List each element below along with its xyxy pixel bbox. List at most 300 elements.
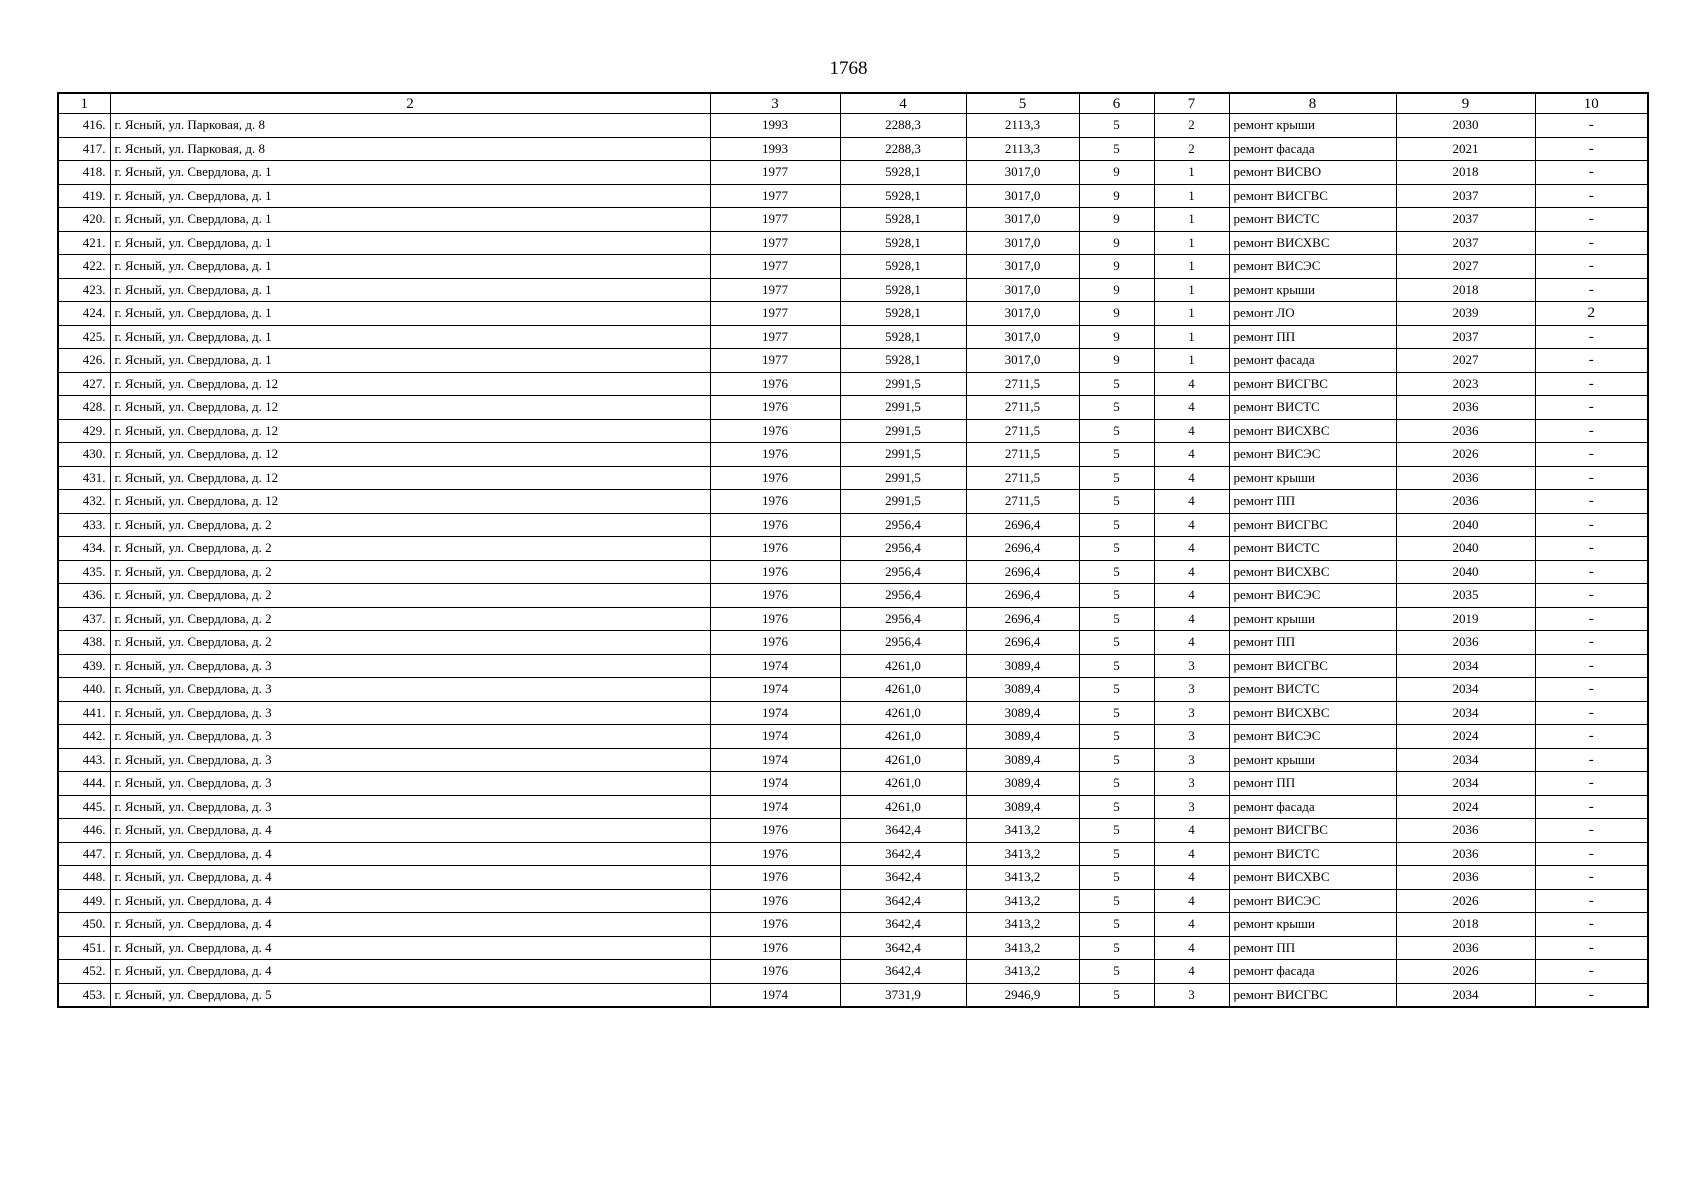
note-cell: -: [1535, 748, 1648, 772]
year-cell: 1974: [710, 725, 840, 749]
living-area-cell: 2696,4: [966, 607, 1079, 631]
work-type-cell: ремонт ВИСТС: [1229, 842, 1396, 866]
work-type-cell: ремонт крыши: [1229, 913, 1396, 937]
row-number-cell: 423.: [58, 278, 110, 302]
year-cell: 1976: [710, 396, 840, 420]
address-cell: г. Ясный, ул. Свердлова, д. 12: [110, 490, 710, 514]
column-header: 7: [1154, 93, 1229, 114]
floors-cell: 5: [1079, 678, 1154, 702]
entrances-cell: 4: [1154, 372, 1229, 396]
floors-cell: 9: [1079, 349, 1154, 373]
total-area-cell: 5928,1: [840, 208, 966, 232]
work-type-cell: ремонт фасада: [1229, 795, 1396, 819]
row-number-cell: 446.: [58, 819, 110, 843]
row-number-cell: 441.: [58, 701, 110, 725]
note-cell: -: [1535, 466, 1648, 490]
total-area-cell: 5928,1: [840, 325, 966, 349]
address-cell: г. Ясный, ул. Свердлова, д. 2: [110, 537, 710, 561]
note-cell: -: [1535, 795, 1648, 819]
floors-cell: 5: [1079, 725, 1154, 749]
living-area-cell: 3089,4: [966, 654, 1079, 678]
work-type-cell: ремонт ВИСТС: [1229, 678, 1396, 702]
row-number-cell: 421.: [58, 231, 110, 255]
work-type-cell: ремонт крыши: [1229, 607, 1396, 631]
entrances-cell: 4: [1154, 607, 1229, 631]
column-number-row: [58, 93, 1648, 114]
work-type-cell: ремонт ВИСТС: [1229, 208, 1396, 232]
note-cell: -: [1535, 913, 1648, 937]
planned-year-cell: 2037: [1396, 208, 1535, 232]
floors-cell: 5: [1079, 607, 1154, 631]
work-type-cell: ремонт ЛО: [1229, 302, 1396, 326]
living-area-cell: 3089,4: [966, 748, 1079, 772]
address-cell: г. Ясный, ул. Свердлова, д. 12: [110, 443, 710, 467]
floors-cell: 5: [1079, 631, 1154, 655]
living-area-cell: 3017,0: [966, 278, 1079, 302]
entrances-cell: 3: [1154, 795, 1229, 819]
living-area-cell: 2711,5: [966, 466, 1079, 490]
row-number-cell: 430.: [58, 443, 110, 467]
entrances-cell: 4: [1154, 889, 1229, 913]
address-cell: г. Ясный, ул. Свердлова, д. 2: [110, 584, 710, 608]
address-cell: г. Ясный, ул. Свердлова, д. 3: [110, 678, 710, 702]
row-number-cell: 439.: [58, 654, 110, 678]
total-area-cell: 4261,0: [840, 772, 966, 796]
planned-year-cell: 2034: [1396, 748, 1535, 772]
work-type-cell: ремонт крыши: [1229, 114, 1396, 138]
planned-year-cell: 2036: [1396, 490, 1535, 514]
entrances-cell: 4: [1154, 513, 1229, 537]
entrances-cell: 1: [1154, 231, 1229, 255]
work-type-cell: ремонт фасада: [1229, 960, 1396, 984]
row-number-cell: 433.: [58, 513, 110, 537]
row-number-cell: 436.: [58, 584, 110, 608]
year-cell: 1977: [710, 231, 840, 255]
planned-year-cell: 2030: [1396, 114, 1535, 138]
work-type-cell: ремонт ВИСЭС: [1229, 584, 1396, 608]
address-cell: г. Ясный, ул. Свердлова, д. 2: [110, 607, 710, 631]
entrances-cell: 3: [1154, 701, 1229, 725]
work-type-cell: ремонт ВИСЭС: [1229, 443, 1396, 467]
total-area-cell: 3642,4: [840, 889, 966, 913]
year-cell: 1976: [710, 960, 840, 984]
table-row: [58, 701, 1648, 725]
entrances-cell: 1: [1154, 325, 1229, 349]
work-type-cell: ремонт крыши: [1229, 748, 1396, 772]
table-row: [58, 936, 1648, 960]
total-area-cell: 2956,4: [840, 513, 966, 537]
planned-year-cell: 2027: [1396, 349, 1535, 373]
note-cell: -: [1535, 584, 1648, 608]
planned-year-cell: 2034: [1396, 654, 1535, 678]
floors-cell: 9: [1079, 325, 1154, 349]
address-cell: г. Ясный, ул. Свердлова, д. 5: [110, 983, 710, 1007]
row-number-cell: 417.: [58, 137, 110, 161]
row-number-cell: 418.: [58, 161, 110, 185]
note-cell: -: [1535, 654, 1648, 678]
table-row: [58, 866, 1648, 890]
address-cell: г. Ясный, ул. Свердлова, д. 4: [110, 936, 710, 960]
column-header: 3: [710, 93, 840, 114]
table-row: [58, 842, 1648, 866]
total-area-cell: 2991,5: [840, 419, 966, 443]
table-row: [58, 537, 1648, 561]
table-row: [58, 278, 1648, 302]
note-cell: -: [1535, 325, 1648, 349]
table-row: [58, 114, 1648, 138]
entrances-cell: 2: [1154, 114, 1229, 138]
total-area-cell: 5928,1: [840, 349, 966, 373]
work-type-cell: ремонт ВИСЭС: [1229, 255, 1396, 279]
entrances-cell: 4: [1154, 443, 1229, 467]
column-header: 9: [1396, 93, 1535, 114]
work-type-cell: ремонт ПП: [1229, 772, 1396, 796]
living-area-cell: 3413,2: [966, 889, 1079, 913]
note-cell: -: [1535, 419, 1648, 443]
total-area-cell: 4261,0: [840, 748, 966, 772]
row-number-cell: 422.: [58, 255, 110, 279]
table-row: [58, 678, 1648, 702]
note-cell: -: [1535, 678, 1648, 702]
floors-cell: 5: [1079, 748, 1154, 772]
work-type-cell: ремонт ПП: [1229, 631, 1396, 655]
table-row: [58, 490, 1648, 514]
total-area-cell: 4261,0: [840, 795, 966, 819]
entrances-cell: 1: [1154, 161, 1229, 185]
total-area-cell: 2991,5: [840, 396, 966, 420]
table-row: [58, 889, 1648, 913]
total-area-cell: 3642,4: [840, 842, 966, 866]
entrances-cell: 4: [1154, 396, 1229, 420]
entrances-cell: 1: [1154, 255, 1229, 279]
planned-year-cell: 2036: [1396, 466, 1535, 490]
note-cell: -: [1535, 607, 1648, 631]
floors-cell: 5: [1079, 795, 1154, 819]
column-header: 1: [58, 93, 110, 114]
address-cell: г. Ясный, ул. Свердлова, д. 12: [110, 419, 710, 443]
floors-cell: 5: [1079, 419, 1154, 443]
living-area-cell: 2696,4: [966, 631, 1079, 655]
floors-cell: 5: [1079, 960, 1154, 984]
planned-year-cell: 2037: [1396, 231, 1535, 255]
year-cell: 1974: [710, 654, 840, 678]
work-type-cell: ремонт ВИСГВС: [1229, 513, 1396, 537]
table-row: [58, 748, 1648, 772]
floors-cell: 5: [1079, 137, 1154, 161]
table-row: [58, 584, 1648, 608]
row-number-cell: 449.: [58, 889, 110, 913]
living-area-cell: 2711,5: [966, 443, 1079, 467]
year-cell: 1977: [710, 255, 840, 279]
living-area-cell: 3413,2: [966, 842, 1079, 866]
living-area-cell: 2946,9: [966, 983, 1079, 1007]
planned-year-cell: 2040: [1396, 537, 1535, 561]
note-cell: -: [1535, 631, 1648, 655]
planned-year-cell: 2040: [1396, 560, 1535, 584]
floors-cell: 5: [1079, 866, 1154, 890]
row-number-cell: 443.: [58, 748, 110, 772]
note-cell: -: [1535, 560, 1648, 584]
table-body: [58, 93, 1648, 1007]
table-row: [58, 325, 1648, 349]
floors-cell: 5: [1079, 983, 1154, 1007]
planned-year-cell: 2036: [1396, 936, 1535, 960]
year-cell: 1977: [710, 302, 840, 326]
note-cell: -: [1535, 960, 1648, 984]
note-cell: -: [1535, 725, 1648, 749]
year-cell: 1976: [710, 372, 840, 396]
address-cell: г. Ясный, ул. Свердлова, д. 4: [110, 866, 710, 890]
year-cell: 1976: [710, 537, 840, 561]
total-area-cell: 2956,4: [840, 584, 966, 608]
address-cell: г. Ясный, ул. Свердлова, д. 1: [110, 278, 710, 302]
total-area-cell: 3731,9: [840, 983, 966, 1007]
living-area-cell: 2113,3: [966, 137, 1079, 161]
row-number-cell: 445.: [58, 795, 110, 819]
work-type-cell: ремонт ВИСГВС: [1229, 184, 1396, 208]
total-area-cell: 3642,4: [840, 866, 966, 890]
row-number-cell: 435.: [58, 560, 110, 584]
work-type-cell: ремонт ВИСХВС: [1229, 560, 1396, 584]
table-row: [58, 795, 1648, 819]
note-cell: -: [1535, 490, 1648, 514]
year-cell: 1977: [710, 325, 840, 349]
planned-year-cell: 2024: [1396, 795, 1535, 819]
row-number-cell: 425.: [58, 325, 110, 349]
living-area-cell: 2696,4: [966, 584, 1079, 608]
table-row: [58, 819, 1648, 843]
work-type-cell: ремонт ВИСГВС: [1229, 819, 1396, 843]
column-header: 2: [110, 93, 710, 114]
planned-year-cell: 2018: [1396, 278, 1535, 302]
planned-year-cell: 2039: [1396, 302, 1535, 326]
living-area-cell: 3413,2: [966, 936, 1079, 960]
living-area-cell: 2696,4: [966, 513, 1079, 537]
work-type-cell: ремонт ВИСХВС: [1229, 866, 1396, 890]
total-area-cell: 2956,4: [840, 631, 966, 655]
note-cell: -: [1535, 372, 1648, 396]
address-cell: г. Ясный, ул. Свердлова, д. 1: [110, 349, 710, 373]
address-cell: г. Ясный, ул. Парковая, д. 8: [110, 137, 710, 161]
planned-year-cell: 2040: [1396, 513, 1535, 537]
address-cell: г. Ясный, ул. Свердлова, д. 3: [110, 772, 710, 796]
column-header: 8: [1229, 93, 1396, 114]
note-cell: -: [1535, 772, 1648, 796]
address-cell: г. Ясный, ул. Свердлова, д. 12: [110, 466, 710, 490]
total-area-cell: 5928,1: [840, 184, 966, 208]
total-area-cell: 2991,5: [840, 490, 966, 514]
planned-year-cell: 2034: [1396, 772, 1535, 796]
address-cell: г. Ясный, ул. Свердлова, д. 2: [110, 513, 710, 537]
total-area-cell: 2991,5: [840, 372, 966, 396]
living-area-cell: 3017,0: [966, 255, 1079, 279]
entrances-cell: 3: [1154, 772, 1229, 796]
floors-cell: 5: [1079, 466, 1154, 490]
living-area-cell: 2711,5: [966, 419, 1079, 443]
living-area-cell: 3089,4: [966, 725, 1079, 749]
note-cell: -: [1535, 208, 1648, 232]
total-area-cell: 2288,3: [840, 137, 966, 161]
year-cell: 1977: [710, 161, 840, 185]
work-type-cell: ремонт ВИСГВС: [1229, 654, 1396, 678]
row-number-cell: 452.: [58, 960, 110, 984]
floors-cell: 5: [1079, 560, 1154, 584]
year-cell: 1976: [710, 936, 840, 960]
address-cell: г. Ясный, ул. Свердлова, д. 1: [110, 231, 710, 255]
address-cell: г. Ясный, ул. Свердлова, д. 3: [110, 795, 710, 819]
address-cell: г. Ясный, ул. Свердлова, д. 1: [110, 302, 710, 326]
entrances-cell: 4: [1154, 490, 1229, 514]
total-area-cell: 4261,0: [840, 725, 966, 749]
year-cell: 1993: [710, 114, 840, 138]
year-cell: 1974: [710, 795, 840, 819]
address-cell: г. Ясный, ул. Свердлова, д. 12: [110, 372, 710, 396]
entrances-cell: 2: [1154, 137, 1229, 161]
note-cell: -: [1535, 349, 1648, 373]
entrances-cell: 1: [1154, 349, 1229, 373]
total-area-cell: 3642,4: [840, 936, 966, 960]
table-row: [58, 184, 1648, 208]
floors-cell: 9: [1079, 255, 1154, 279]
row-number-cell: 427.: [58, 372, 110, 396]
planned-year-cell: 2036: [1396, 631, 1535, 655]
table-row: [58, 396, 1648, 420]
note-cell: -: [1535, 889, 1648, 913]
total-area-cell: 4261,0: [840, 678, 966, 702]
column-header: 5: [966, 93, 1079, 114]
note-cell: -: [1535, 513, 1648, 537]
floors-cell: 9: [1079, 302, 1154, 326]
entrances-cell: 4: [1154, 936, 1229, 960]
table-row: [58, 983, 1648, 1007]
entrances-cell: 3: [1154, 725, 1229, 749]
row-number-cell: 442.: [58, 725, 110, 749]
table-row: [58, 631, 1648, 655]
table-row: [58, 419, 1648, 443]
note-cell: -: [1535, 936, 1648, 960]
year-cell: 1977: [710, 208, 840, 232]
year-cell: 1976: [710, 913, 840, 937]
entrances-cell: 4: [1154, 466, 1229, 490]
living-area-cell: 2696,4: [966, 537, 1079, 561]
planned-year-cell: 2027: [1396, 255, 1535, 279]
living-area-cell: 3017,0: [966, 325, 1079, 349]
address-cell: г. Ясный, ул. Свердлова, д. 4: [110, 960, 710, 984]
planned-year-cell: 2018: [1396, 913, 1535, 937]
year-cell: 1976: [710, 560, 840, 584]
year-cell: 1993: [710, 137, 840, 161]
entrances-cell: 3: [1154, 678, 1229, 702]
table-row: [58, 161, 1648, 185]
row-number-cell: 450.: [58, 913, 110, 937]
year-cell: 1974: [710, 701, 840, 725]
row-number-cell: 453.: [58, 983, 110, 1007]
work-type-cell: ремонт ПП: [1229, 936, 1396, 960]
planned-year-cell: 2037: [1396, 325, 1535, 349]
table-row: [58, 231, 1648, 255]
note-cell: -: [1535, 278, 1648, 302]
living-area-cell: 2696,4: [966, 560, 1079, 584]
table-row: [58, 349, 1648, 373]
total-area-cell: 4261,0: [840, 654, 966, 678]
floors-cell: 5: [1079, 936, 1154, 960]
entrances-cell: 1: [1154, 302, 1229, 326]
row-number-cell: 451.: [58, 936, 110, 960]
total-area-cell: 2956,4: [840, 560, 966, 584]
note-cell: -: [1535, 231, 1648, 255]
entrances-cell: 3: [1154, 654, 1229, 678]
note-cell: -: [1535, 161, 1648, 185]
row-number-cell: 444.: [58, 772, 110, 796]
floors-cell: 9: [1079, 278, 1154, 302]
note-cell: -: [1535, 137, 1648, 161]
address-cell: г. Ясный, ул. Свердлова, д. 4: [110, 913, 710, 937]
planned-year-cell: 2036: [1396, 396, 1535, 420]
year-cell: 1974: [710, 772, 840, 796]
work-type-cell: ремонт крыши: [1229, 466, 1396, 490]
work-type-cell: ремонт крыши: [1229, 278, 1396, 302]
floors-cell: 5: [1079, 372, 1154, 396]
work-type-cell: ремонт ВИСХВС: [1229, 419, 1396, 443]
row-number-cell: 440.: [58, 678, 110, 702]
planned-year-cell: 2019: [1396, 607, 1535, 631]
total-area-cell: 2288,3: [840, 114, 966, 138]
floors-cell: 9: [1079, 161, 1154, 185]
planned-year-cell: 2021: [1396, 137, 1535, 161]
floors-cell: 5: [1079, 443, 1154, 467]
entrances-cell: 4: [1154, 913, 1229, 937]
table-row: [58, 137, 1648, 161]
planned-year-cell: 2026: [1396, 443, 1535, 467]
living-area-cell: 3413,2: [966, 960, 1079, 984]
work-type-cell: ремонт фасада: [1229, 137, 1396, 161]
year-cell: 1974: [710, 983, 840, 1007]
row-number-cell: 424.: [58, 302, 110, 326]
work-type-cell: ремонт ВИСТС: [1229, 396, 1396, 420]
table-row: [58, 302, 1648, 326]
entrances-cell: 1: [1154, 208, 1229, 232]
total-area-cell: 3642,4: [840, 819, 966, 843]
floors-cell: 5: [1079, 701, 1154, 725]
entrances-cell: 4: [1154, 819, 1229, 843]
page-number: 1768: [829, 58, 868, 79]
floors-cell: 5: [1079, 889, 1154, 913]
year-cell: 1976: [710, 513, 840, 537]
floors-cell: 9: [1079, 231, 1154, 255]
table-row: [58, 208, 1648, 232]
planned-year-cell: 2024: [1396, 725, 1535, 749]
table-row: [58, 960, 1648, 984]
work-type-cell: ремонт ВИСЭС: [1229, 725, 1396, 749]
floors-cell: 5: [1079, 819, 1154, 843]
year-cell: 1976: [710, 607, 840, 631]
entrances-cell: 3: [1154, 748, 1229, 772]
address-cell: г. Ясный, ул. Свердлова, д. 4: [110, 889, 710, 913]
address-cell: г. Ясный, ул. Свердлова, д. 3: [110, 701, 710, 725]
total-area-cell: 3642,4: [840, 960, 966, 984]
address-cell: г. Ясный, ул. Свердлова, д. 1: [110, 208, 710, 232]
living-area-cell: 2711,5: [966, 396, 1079, 420]
table-row: [58, 913, 1648, 937]
entrances-cell: 4: [1154, 537, 1229, 561]
living-area-cell: 3017,0: [966, 349, 1079, 373]
year-cell: 1976: [710, 889, 840, 913]
year-cell: 1976: [710, 866, 840, 890]
floors-cell: 5: [1079, 772, 1154, 796]
address-cell: г. Ясный, ул. Свердлова, д. 2: [110, 560, 710, 584]
entrances-cell: 4: [1154, 419, 1229, 443]
floors-cell: 5: [1079, 490, 1154, 514]
